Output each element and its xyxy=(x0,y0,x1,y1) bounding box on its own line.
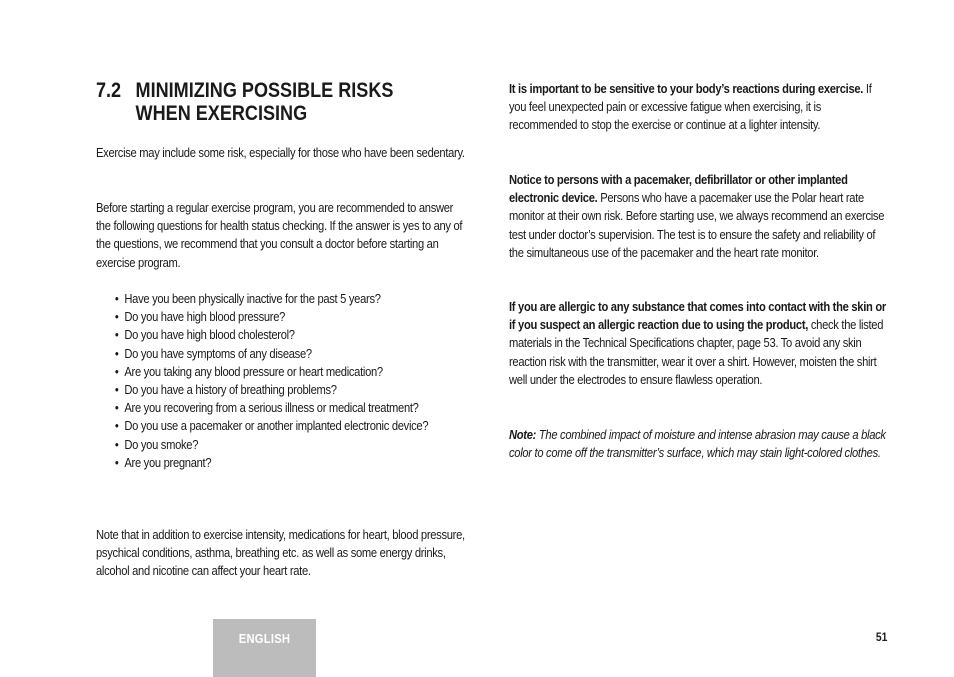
list-item: • Do you have a history of breathing problems? xyxy=(115,381,470,399)
language-tab xyxy=(213,619,316,677)
sensitivity-text: If you feel unexpected pain or excessive fatigue when exercising, it is recommended to stop the exercise or continue at a lighter intensity. xyxy=(509,81,872,133)
note-label: Note: xyxy=(509,427,537,442)
note-text: The combined impact of moisture and intense abrasion may cause a black color to come off the transmitter’s surface, which may stain light-colored clothes. xyxy=(509,427,886,461)
language-label: ENGLISH xyxy=(238,631,291,646)
pacemaker-bold: Notice to persons with a pacemaker, defibrillator or other implanted electronic device. xyxy=(509,172,848,206)
list-item: • Do you have high blood cholesterol? xyxy=(115,326,470,344)
list-item: • Do you have symptoms of any disease? xyxy=(115,345,470,363)
allergy-paragraph xyxy=(509,298,890,389)
health-questions-list xyxy=(115,290,470,472)
page-number: 51 xyxy=(875,630,888,644)
list-item: • Are you taking any blood pressure or heart medication? xyxy=(115,363,470,381)
list-item: • Have you been physically inactive for the past 5 years? xyxy=(115,290,470,308)
section-title-line1: MINIMIZING POSSIBLE RISKS xyxy=(135,79,394,102)
pacemaker-text: Persons who have a pacemaker use the Polar heart rate monitor at their own risk. Before starting use, we always recommend an exercise test under doctor’s supervision. The test is to ensure the safety and reliability of the simultaneous use of the pacemaker and the heart rate monitor. xyxy=(509,190,885,260)
allergy-bold: If you are allergic to any substance that comes into contact with the skin or if you suspect an allergic reaction due to using the product, xyxy=(509,299,886,333)
list-item: • Do you use a pacemaker or another implanted electronic device? xyxy=(115,417,470,435)
before-starting-paragraph: Before starting a regular exercise program, you are recommended to answer the following questions for health status checking. If the answer is yes to any of the questions, we recommend that you consult a doctor before starting an exercise program. xyxy=(96,200,463,270)
allergy-text: check the listed materials in the Technical Specifications chapter, page 53. To avoid any skin reaction risk with the transmitter, wear it over a shirt. However, moisten the shirt well under the electrodes to ensure flawless operation. xyxy=(509,317,884,387)
note-paragraph: Note that in addition to exercise intensity, medications for heart, blood pressure, psychical conditions, asthma, breathing etc. as well as some energy drinks, alcohol and nicotine can affect your heart rate. xyxy=(96,527,465,579)
sensitivity-bold: It is important to be sensitive to your body’s reactions during exercise. xyxy=(509,81,864,96)
list-item: • Do you have high blood pressure? xyxy=(115,308,470,326)
section-heading xyxy=(96,79,393,125)
list-item: • Are you pregnant? xyxy=(115,454,470,472)
list-item: • Are you recovering from a serious illness or medical treatment? xyxy=(115,399,470,417)
list-item: • Do you smoke? xyxy=(115,436,470,454)
transmitter-note xyxy=(509,426,890,462)
pacemaker-paragraph xyxy=(509,171,890,262)
section-title-line2: WHEN EXERCISING xyxy=(135,102,308,125)
section-number: 7.2 xyxy=(96,79,122,102)
sensitivity-paragraph xyxy=(509,80,890,135)
intro-paragraph: Exercise may include some risk, especially for those who have been sedentary. xyxy=(96,145,465,160)
